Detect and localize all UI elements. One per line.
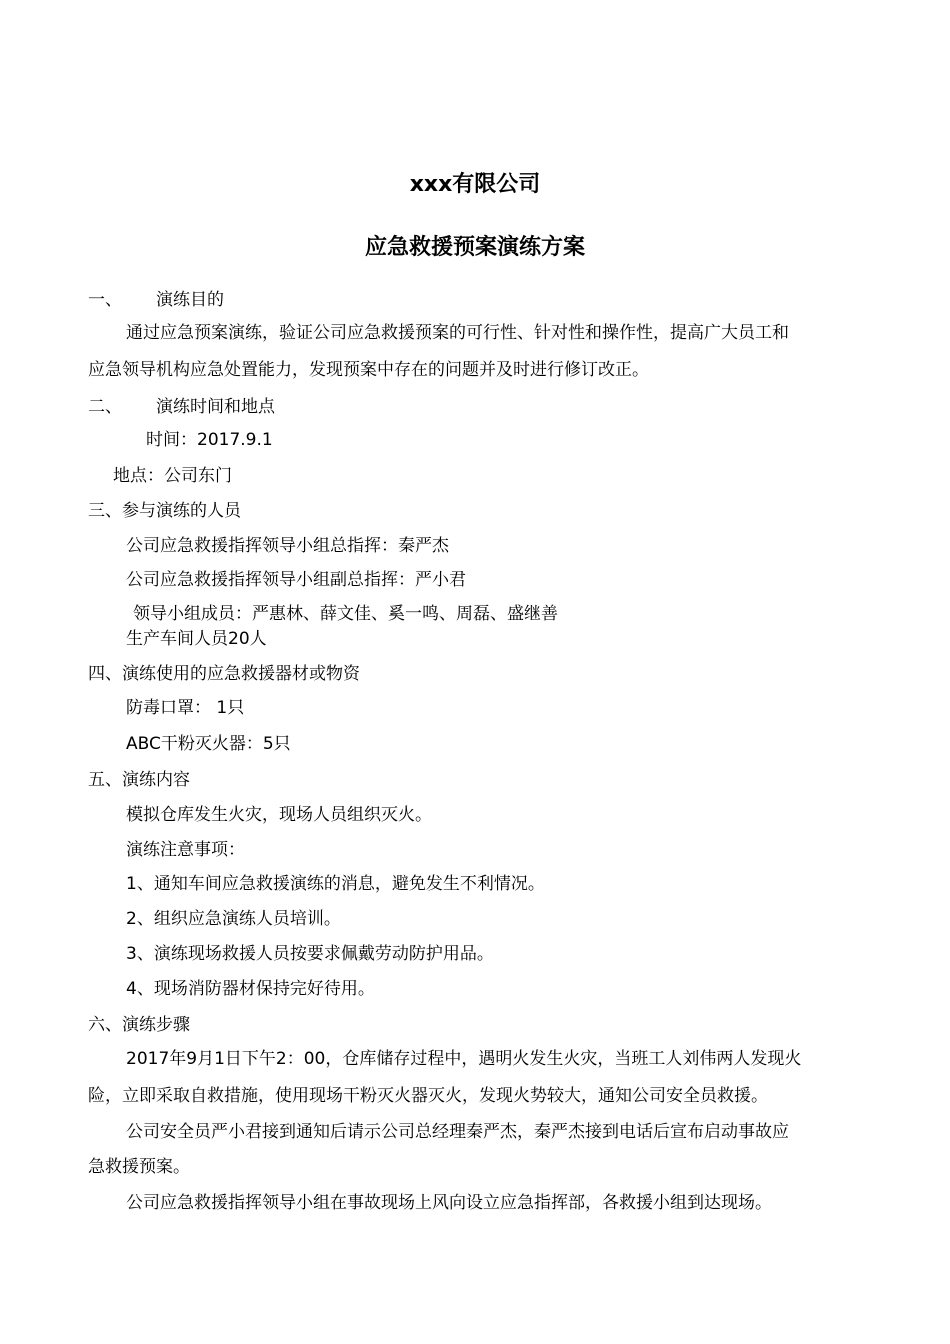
section1-number: 一、 xyxy=(88,290,122,310)
section1-title: 演练目的 xyxy=(156,290,224,310)
plan-title: 应急救援预案演练方案 xyxy=(364,235,585,260)
steps-para2-line2: 急救援预案。 xyxy=(88,1157,190,1177)
team-members: 领导小组成员：严惠林、薛文佳、奚一鸣、周磊、盛继善 xyxy=(133,604,558,624)
company-title: xxx有限公司 xyxy=(409,172,541,197)
steps-para2-line1: 公司安全员严小君接到通知后请示公司总经理秦严杰，秦严杰接到电话后宣布启动事故应 xyxy=(126,1122,789,1142)
deputy-commander: 公司应急救援指挥领导小组副总指挥：严小君 xyxy=(126,570,466,590)
notes-title: 演练注意事项： xyxy=(126,840,245,860)
section2-title: 演练时间和地点 xyxy=(156,397,275,417)
section4-heading: 四、演练使用的应急救援器材或物资 xyxy=(88,664,360,684)
note-item-4: 4、现场消防器材保持完好待用。 xyxy=(126,979,375,999)
section6-heading: 六、演练步骤 xyxy=(88,1015,190,1035)
section1-heading xyxy=(88,288,224,312)
equipment-item-extinguishers: ABC干粉灭火器：5只 xyxy=(126,734,291,754)
note-item-3: 3、演练现场救援人员按要求佩戴劳动防护用品。 xyxy=(126,944,494,964)
drill-scenario: 模拟仓库发生火灾，现场人员组织灭火。 xyxy=(126,805,432,825)
section3-heading: 三、参与演练的人员 xyxy=(88,501,241,521)
workshop-personnel: 生产车间人员20人 xyxy=(126,629,267,649)
note-item-1: 1、通知车间应急救援演练的消息，避免发生不利情况。 xyxy=(126,874,545,894)
section2-number: 二、 xyxy=(88,397,122,417)
steps-para1-line2: 险，立即采取自救措施，使用现场干粉灭火器灭火，发现火势较大，通知公司安全员救援。 xyxy=(88,1086,768,1106)
steps-para1-line1: 2017年9月1日下午2：00，仓库储存过程中，遇明火发生火灾，当班工人刘伟两人发现火 xyxy=(126,1049,802,1069)
section1-para-line2: 应急领导机构应急处置能力，发现预案中存在的问题并及时进行修订改正。 xyxy=(88,360,649,380)
drill-time: 时间：2017.9.1 xyxy=(146,430,273,450)
section1-para-line1: 通过应急预案演练，验证公司应急救援预案的可行性、针对性和操作性，提高广大员工和 xyxy=(126,323,789,343)
steps-para3-line1: 公司应急救援指挥领导小组在事故现场上风向设立应急指挥部，各救援小组到达现场。 xyxy=(126,1193,772,1213)
chief-commander: 公司应急救援指挥领导小组总指挥：秦严杰 xyxy=(126,536,449,556)
section5-heading: 五、演练内容 xyxy=(88,770,190,790)
note-item-2: 2、组织应急演练人员培训。 xyxy=(126,909,341,929)
section2-heading xyxy=(88,395,275,419)
equipment-item-masks: 防毒口罩： 1只 xyxy=(126,698,245,718)
drill-place: 地点：公司东门 xyxy=(113,466,232,486)
